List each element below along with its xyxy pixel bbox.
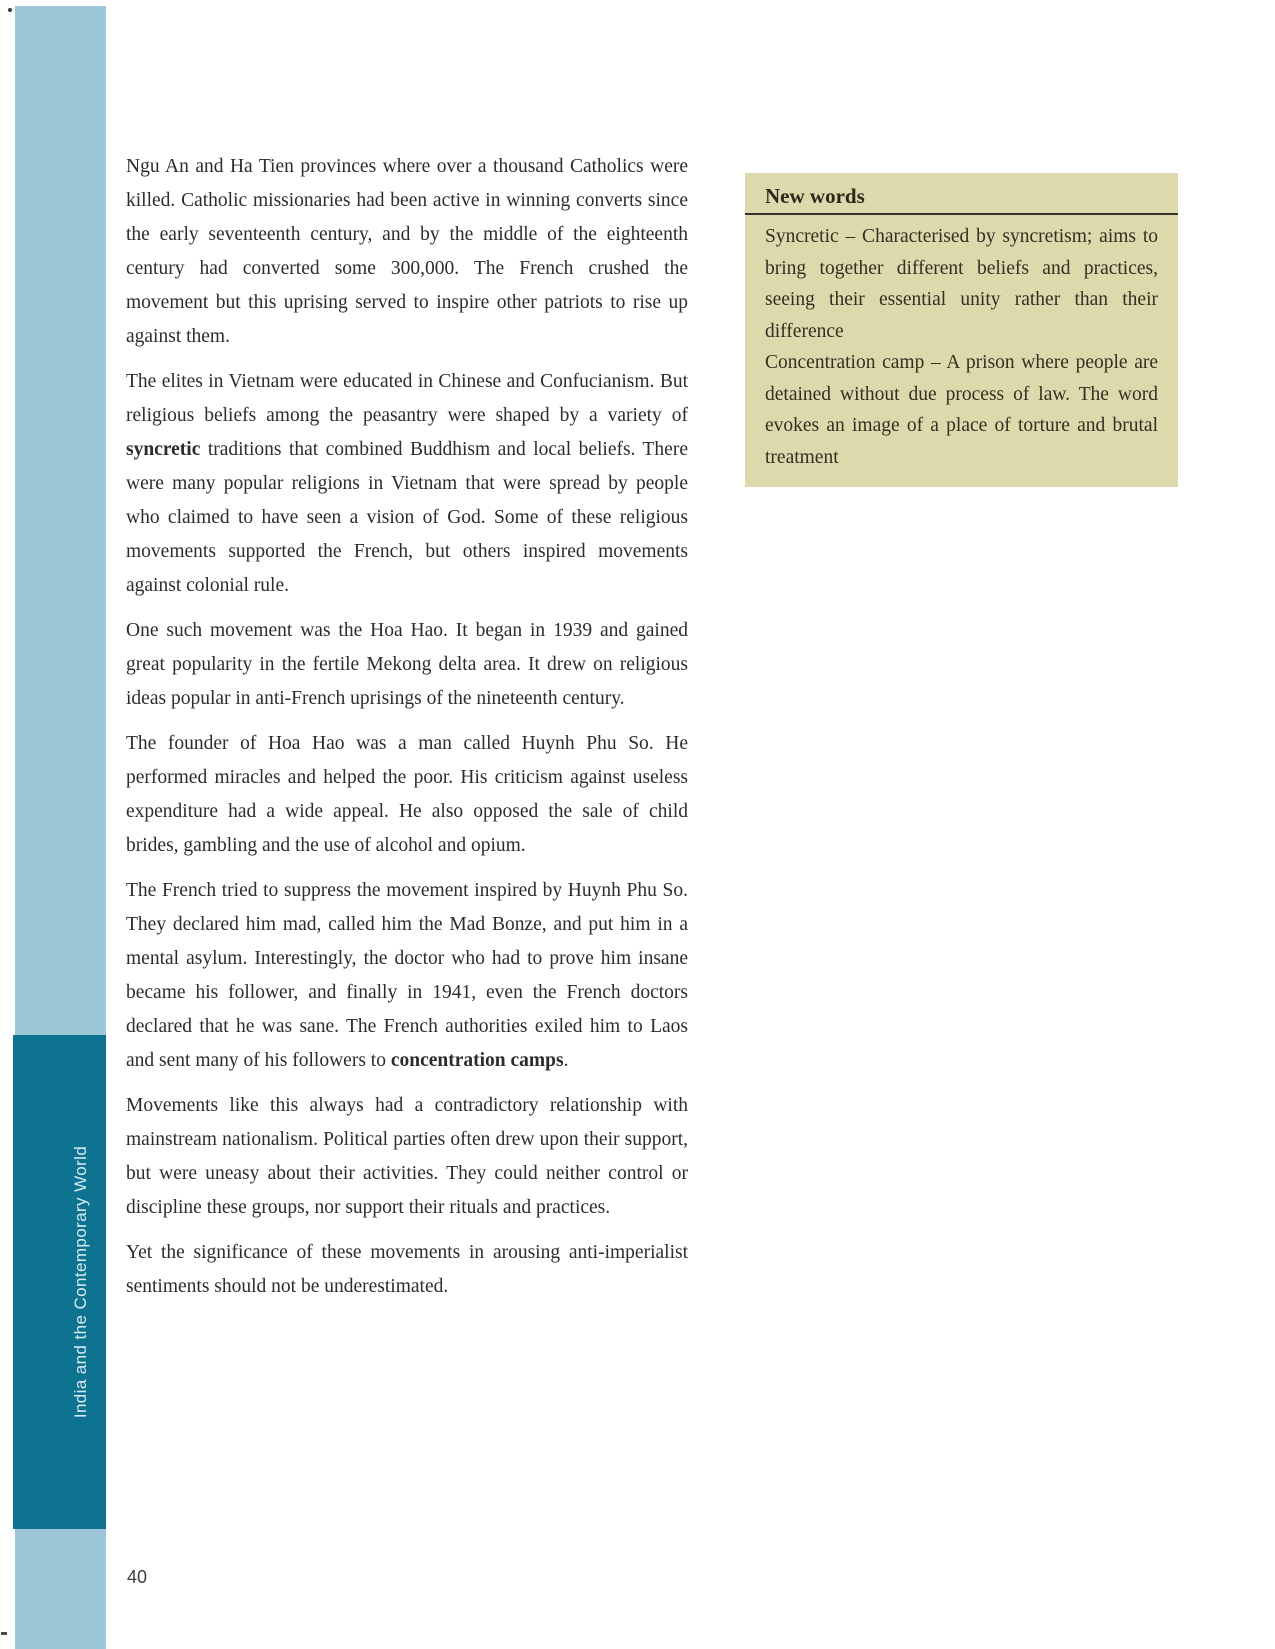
paragraph-elites-pre: The elites in Vietnam were educated in Chinese and Confucianism. But religious beliefs among the peasantry were shaped by a variety of	[126, 371, 688, 426]
page-number: 40	[127, 1567, 148, 1587]
new-words-box	[745, 173, 1178, 487]
glossary-term-concentration-camps: concentration camps	[390, 1050, 564, 1071]
definition-syncretic: Syncretic – Characterised by syncretism; aims to bring together different beliefs and practices, seeing their essential unity rather than their difference	[765, 226, 1158, 342]
scan-artifact-dot	[8, 8, 12, 12]
paragraph-elites-post: traditions that combined Buddhism and local beliefs. There were many popular religions in Vietnam that were spread by people who claimed to have seen a vision of God. Some of these religious movements supported the French, but others inspired movements against colonial rule.	[126, 439, 688, 596]
paragraph-hoa-hao: One such movement was the Hoa Hao. It began in 1939 and gained great popularity in the fertile Mekong delta area. It drew on religious ideas popular in anti-French uprisings of the nineteenth century.	[126, 620, 688, 709]
series-title-band	[13, 1035, 106, 1529]
paragraph-french-suppression-post: .	[563, 1050, 569, 1071]
glossary-term-syncretic: syncretic	[126, 439, 201, 460]
scan-artifact-dash	[1, 1632, 7, 1635]
paragraph-elites	[126, 365, 688, 603]
paragraph-significance: Yet the significance of these movements in arousing anti-imperialist sentiments should not be underestimated.	[126, 1242, 688, 1297]
paragraph-ngu-an: Ngu An and Ha Tien provinces where over a thousand Catholics were killed. Catholic missionaries had been active in winning converts since the early seventeenth century, and by the middle of the eighteenth century had converted some 300,000. The French crushed the movement but this uprising served to inspire other patriots to rise up against them.	[126, 156, 688, 347]
body-text-column	[126, 150, 688, 1315]
series-vertical-label: India and the Contemporary World	[71, 1145, 90, 1419]
definition-concentration-camp: Concentration camp – A prison where people are detained without due process of law. The word evokes an image of a place of torture and brutal treatment	[765, 352, 1158, 468]
new-words-divider	[745, 213, 1178, 215]
new-words-title: New words	[765, 184, 865, 208]
paragraph-huynh-phu-so: The founder of Hoa Hao was a man called Huynh Phu So. He performed miracles and helped the poor. His criticism against useless expenditure had a wide appeal. He also opposed the sale of child brides, gambling and the use of alcohol and opium.	[126, 733, 688, 856]
paragraph-french-suppression	[126, 874, 688, 1078]
paragraph-contradictory-relationship: Movements like this always had a contradictory relationship with mainstream nationalism. Political parties often drew upon their support, but were uneasy about their activities. They could neither control or discipline these groups, nor support their rituals and practices.	[126, 1095, 688, 1218]
paragraph-french-suppression-pre: The French tried to suppress the movement inspired by Huynh Phu So. They declared him mad, called him the Mad Bonze, and put him in a mental asylum. Interestingly, the doctor who had to prove him insane became his follower, and finally in 1941, even the French doctors declared that he was sane. The French authorities exiled him to Laos and sent many of his followers to	[126, 880, 688, 1071]
